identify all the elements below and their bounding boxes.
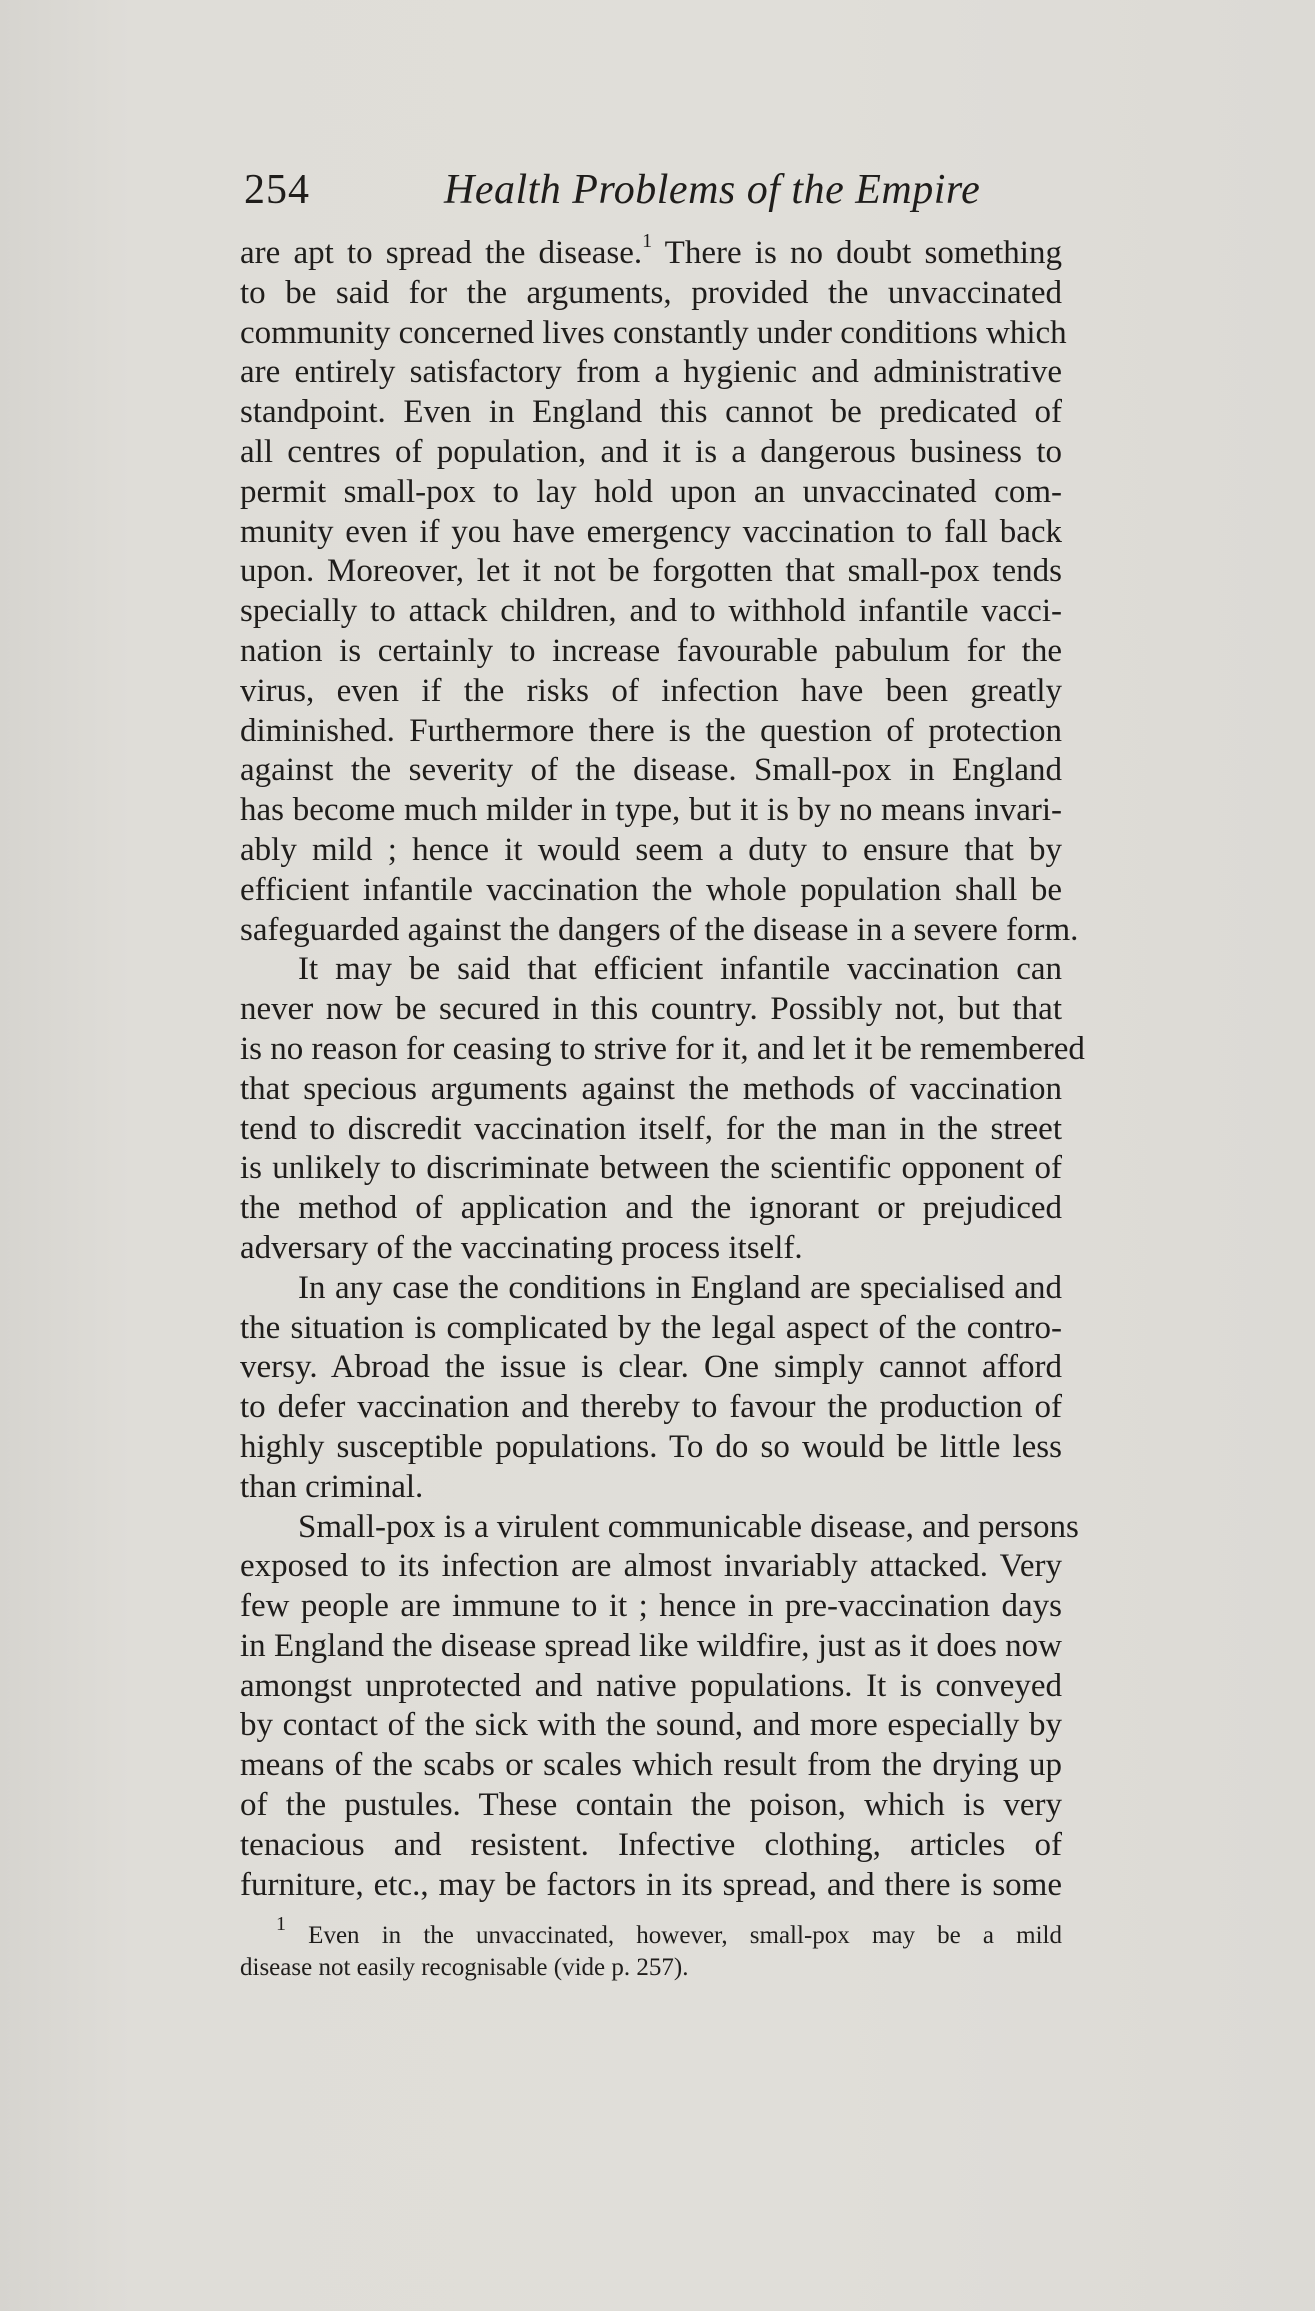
text-line: than criminal. (240, 1468, 424, 1505)
footnote-marker: 1 (276, 1912, 286, 1935)
text-line: the situation is complicated by the legal aspect of the contro- (240, 1309, 1062, 1346)
footnote-line: $^1$ Even in the unvaccinated, however, small-pox may be a mild (276, 1912, 1063, 1949)
text-line: tenacious and resistent. Infective clothing, articles of (240, 1826, 1062, 1863)
text-line: It may be said that efficient infantile vaccination can (298, 951, 1062, 988)
text-line: diminished. Furthermore there is the question of protection (240, 712, 1062, 749)
text-line: the method of application and the ignorant or prejudiced (240, 1190, 1062, 1227)
text-line: to be said for the arguments, provided the unvaccinated (240, 274, 1062, 311)
page-number: 254 (244, 167, 310, 213)
text-line: in England the disease spread like wildfire, just as it does now (240, 1627, 1062, 1664)
text-line: has become much milder in type, but it is by no means invari- (240, 792, 1062, 829)
text-line: standpoint. Even in England this cannot be predicated of (240, 394, 1062, 431)
footnote-marker: 1 (642, 230, 653, 252)
text-line: munity even if you have emergency vaccination to fall back (240, 513, 1062, 550)
text-line: of the pustules. These contain the poison, which is very (240, 1787, 1062, 1824)
text-line: versy. Abroad the issue is clear. One simply cannot afford (240, 1349, 1062, 1386)
text-line: is no reason for ceasing to strive for it, and let it be remembered (240, 1030, 1085, 1067)
text-line: amongst unprotected and native populations. It is conveyed (240, 1667, 1062, 1704)
text-line: to defer vaccination and thereby to favour the production of (240, 1389, 1062, 1426)
footnote-line: disease not easily recognisable (vide p. 257). (240, 1954, 689, 1981)
text-line: ably mild ; hence it would seem a duty to ensure that by (240, 831, 1062, 868)
text-line: few people are immune to it ; hence in pre-vaccination days (240, 1588, 1062, 1625)
text-line: never now be secured in this country. Possibly not, but that (240, 991, 1062, 1028)
text-line: by contact of the sick with the sound, and more especially by (240, 1707, 1062, 1744)
text-line: safeguarded against the dangers of the disease in a severe form. (240, 911, 1079, 948)
text-line: highly susceptible populations. To do so would be little less (240, 1428, 1062, 1465)
text-line: specially to attack children, and to withhold infantile vacci- (240, 593, 1062, 630)
text-line: tend to discredit vaccination itself, for the man in the street (240, 1110, 1062, 1147)
body-text (240, 230, 1085, 1905)
text-line: are entirely satisfactory from a hygienic and administrative (240, 354, 1062, 391)
text-line: are apt to spread the disease.$^1$ There is no doubt something (240, 230, 1062, 271)
text-line: Small-pox is a virulent communicable disease, and persons (298, 1508, 1079, 1545)
text-line: In any case the conditions in England are specialised and (298, 1269, 1062, 1306)
text-line: virus, even if the risks of infection have been greatly (240, 672, 1062, 709)
text-line: means of the scabs or scales which result from the drying up (240, 1747, 1062, 1784)
text-line: adversary of the vaccinating process itself. (240, 1229, 803, 1266)
text-line: that specious arguments against the methods of vaccination (240, 1070, 1062, 1107)
text-line: permit small-pox to lay hold upon an unvaccinated com- (240, 473, 1062, 510)
text-line: against the severity of the disease. Small-pox in England (240, 752, 1062, 789)
page-header (244, 160, 1074, 220)
running-head: Health Problems of the Empire (444, 167, 981, 213)
text-line: exposed to its infection are almost invariably attacked. Very (240, 1548, 1062, 1585)
text-line: furniture, etc., may be factors in its spread, and there is some (240, 1866, 1062, 1903)
text-line: community concerned lives constantly under conditions which (240, 314, 1067, 351)
text-line: upon. Moreover, let it not be forgotten that small-pox tends (240, 553, 1062, 590)
text-line: nation is certainly to increase favourable pabulum for the (240, 632, 1062, 669)
text-line: all centres of population, and it is a dangerous business to (240, 433, 1062, 470)
footnote (240, 1912, 1063, 1984)
text-line: efficient infantile vaccination the whole population shall be (240, 871, 1062, 908)
text-line: is unlikely to discriminate between the scientific opponent of (240, 1150, 1062, 1187)
